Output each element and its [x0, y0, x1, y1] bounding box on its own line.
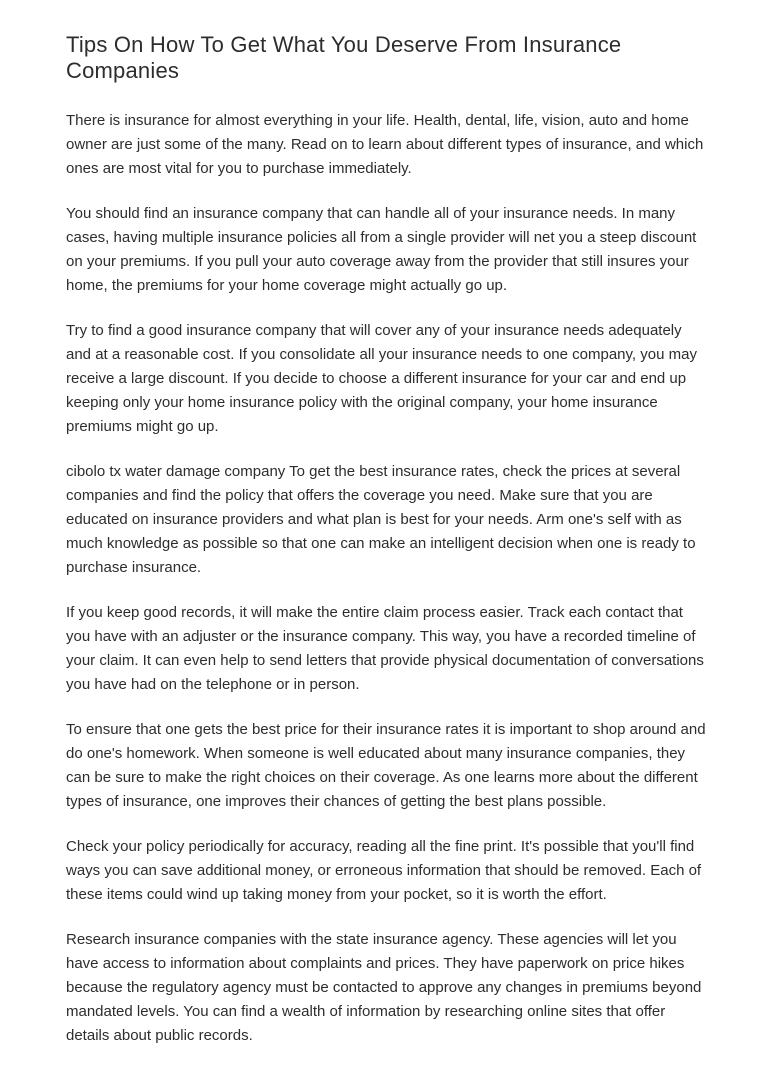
paragraph-check-policy: Check your policy periodically for accuracy, reading all the fine print. It's possible that you'll find ways you can save additional money, or erroneous information that should be removed. Each of these items could wind up taking money from your pocket, so it is worth the effort. — [66, 838, 702, 903]
page-title: Tips On How To Get What You Deserve From Insurance Companies — [66, 32, 622, 83]
paragraph-single-provider: You should find an insurance company that can handle all of your insurance needs. In many cases, having multiple insurance policies all from a single provider will net you a steep discount on your premiums. If you pull your auto coverage away from the provider that still insures your home, the premiums for your home coverage might actually go up. — [66, 205, 697, 294]
paragraph-shop-around: To ensure that one gets the best price for their insurance rates it is important to shop around and do one's homework. When someone is well educated about many insurance companies, they can be sure to make the right choices on their coverage. As one learns more about the different types of insurance, one improves their chances of getting the best plans possible. — [66, 721, 706, 810]
paragraph-best-rates: cibolo tx water damage company To get the best insurance rates, check the prices at several companies and find the policy that offers the coverage you need. Make sure that you are educated on insurance providers and what plan is best for your needs. Arm one's self with as much knowledge as possible so that one can make an intelligent decision when one is ready to purchase insurance. — [66, 463, 696, 576]
paragraph-consolidate-needs: Try to find a good insurance company that will cover any of your insurance needs adequately and at a reasonable cost. If you consolidate all your insurance needs to one company, you may receive a large discount. If you decide to choose a different insurance for your car and end up keeping only your home insurance policy with the original company, your home insurance premiums might go up. — [66, 322, 697, 435]
paragraph-research-agency: Research insurance companies with the state insurance agency. These agencies will let you have access to information about complaints and prices. They have paperwork on price hikes because the regulatory agency must be contacted to approve any changes in premiums beyond mandated levels. You can find a wealth of information by researching online sites that offer details about public records. — [66, 931, 702, 1044]
paragraph-intro: There is insurance for almost everything in your life. Health, dental, life, vision, auto and home owner are just some of the many. Read on to learn about different types of insurance, and which ones are most vital for you to purchase immediately. — [66, 112, 704, 177]
paragraph-keep-records: If you keep good records, it will make the entire claim process easier. Track each contact that you have with an adjuster or the insurance company. This way, you have a recorded timeline of your claim. It can even help to send letters that provide physical documentation of conversations you have had on the telephone or in person. — [66, 604, 704, 693]
